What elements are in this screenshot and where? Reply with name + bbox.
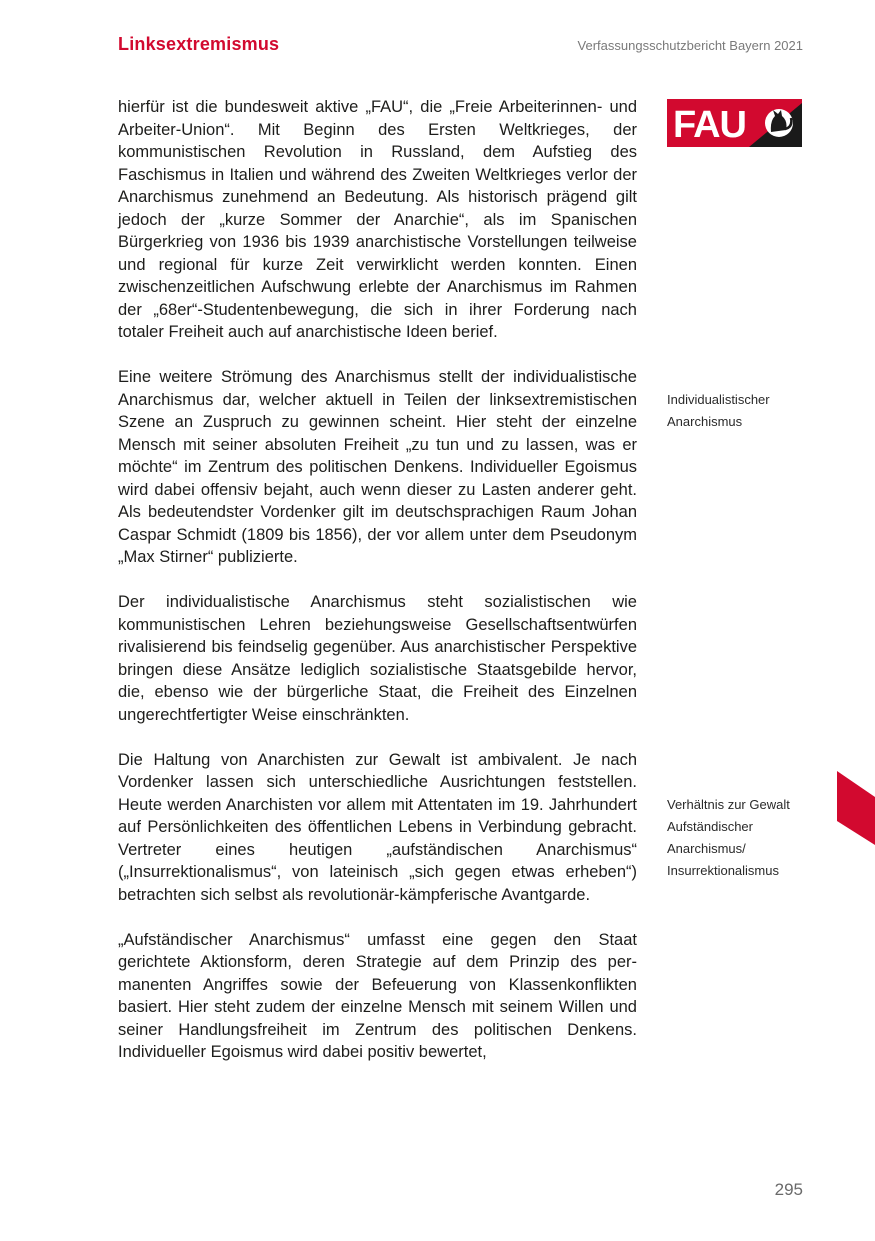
paragraph-anti-socialism: Der individualistische Anarchismus steht sozialistischen wie kommunistischen Lehren beziehungsweise Gesellschaftsentwürfen rivalisierend bis feindselig gegenüber. Aus anarchistischer Perspektive bringen diese Ansätze lediglich sozialistische Staatsgebilde hervor, die, ebenso wie der bürgerliche Staat, die Freiheit des Einzelnen ungerechtfertigter Weise einschränkten.: [118, 593, 637, 724]
chapter-edge-marker: [837, 771, 875, 845]
page-number: 295: [774, 1180, 803, 1199]
side-note-line: Anarchismus/: [667, 841, 746, 856]
side-note-line: Individualistischer: [667, 392, 770, 407]
main-text: [118, 96, 637, 1086]
side-note-violence: [667, 794, 817, 882]
side-note-line: Verhältnis zur Gewalt: [667, 797, 790, 812]
paragraph-violence: Die Haltung von Anarchisten zur Gewalt ist ambivalent. Je nach Vordenker lassen sich unterschiedliche Ausrichtungen feststellen. Heute werden Anarchisten vor allem mit Attentaten im 19. Jahrhundert auf Persönlichkeiten des öffentlichen Lebens in Verbindung gebracht. Vertreter eines heutigen „aufständischen Anarchismus“ („Insurrektionalismus“, von lateinisch „sich gegen etwas erheben“) betrachten sich selbst als revolutionär-kämpferische Avantgarde.: [118, 750, 637, 904]
svg-text:FAU: FAU: [673, 104, 746, 146]
paragraph-individualist-anarchism: Eine weitere Strömung des Anarchismus stellt der individualistische Anarchismus dar, welcher aktuell in Teilen der linksextremistischen Szene an Zuspruch zu gewinnen scheint. Hier steht der einzelne Mensch mit seiner absoluten Freiheit „zu tun und zu lassen, was er möchte“ im Zentrum des politischen Denkens. Individueller Egoismus wird dabei offensiv bejaht, auch wenn dieser zu Lasten anderer geht. Als bedeutendster Vordenker gilt im deutschsprachigen Raum Johan Caspar Schmidt (1809 bis 1856), der vor allem unter dem Pseudonym „Max Stirner“ publizierte.: [118, 368, 637, 566]
side-note-line: Insurrektionalismus: [667, 863, 779, 878]
fau-logo: [667, 99, 802, 147]
paragraph-fau-history: hierfür ist die bundesweit aktive „FAU“, die „Freie Arbeiterinnen- und Arbeiter-Union“. Mit Beginn des Ersten Weltkrieges, der kommunistischen Revolution in Russland, dem Aufstieg des Faschismus in Italien und während des Zweiten Weltkrieges verlor der Anarchismus zunehmend an Bedeutung. Als historisch prägend gilt jedoch der „kurze Sommer der Anarchie“, als im Spanischen Bürgerkrieg von 1936 bis 1939 anarchistische Vorstellungen teilweise und regional für kurze Zeit verwirklicht werden konnten. Einen zwischenzeitlichen Aufschwung erlebte der Anarchismus im Rahmen der „68er“-Studentenbewegung, die sich in ihrer Forderung nach totaler Freiheit auch auf anarchistische Ideen berief.: [118, 98, 637, 341]
running-header-publication: Verfassungsschutzbericht Bayern 2021: [577, 38, 803, 53]
running-header-section: Linksextremismus: [118, 34, 280, 54]
side-note-individualist: [667, 389, 817, 433]
side-note-line: Anarchismus: [667, 414, 743, 429]
side-note-line: Aufständischer: [667, 819, 753, 834]
paragraph-insurrectionism: „Aufständischer Anarchismus“ umfasst eine gegen den Staat gerichtete Aktionsform, deren Strategie auf dem Prinzip des permanenten Angriffes sowie der Befeuerung von Klassenkonflikten basiert. Hier steht zudem der einzelne Mensch mit seinem Willen und seiner Handlungsfreiheit im Zentrum des politischen Denkens. Individueller Egoismus wird dabei positiv bewertet,: [118, 930, 637, 1061]
